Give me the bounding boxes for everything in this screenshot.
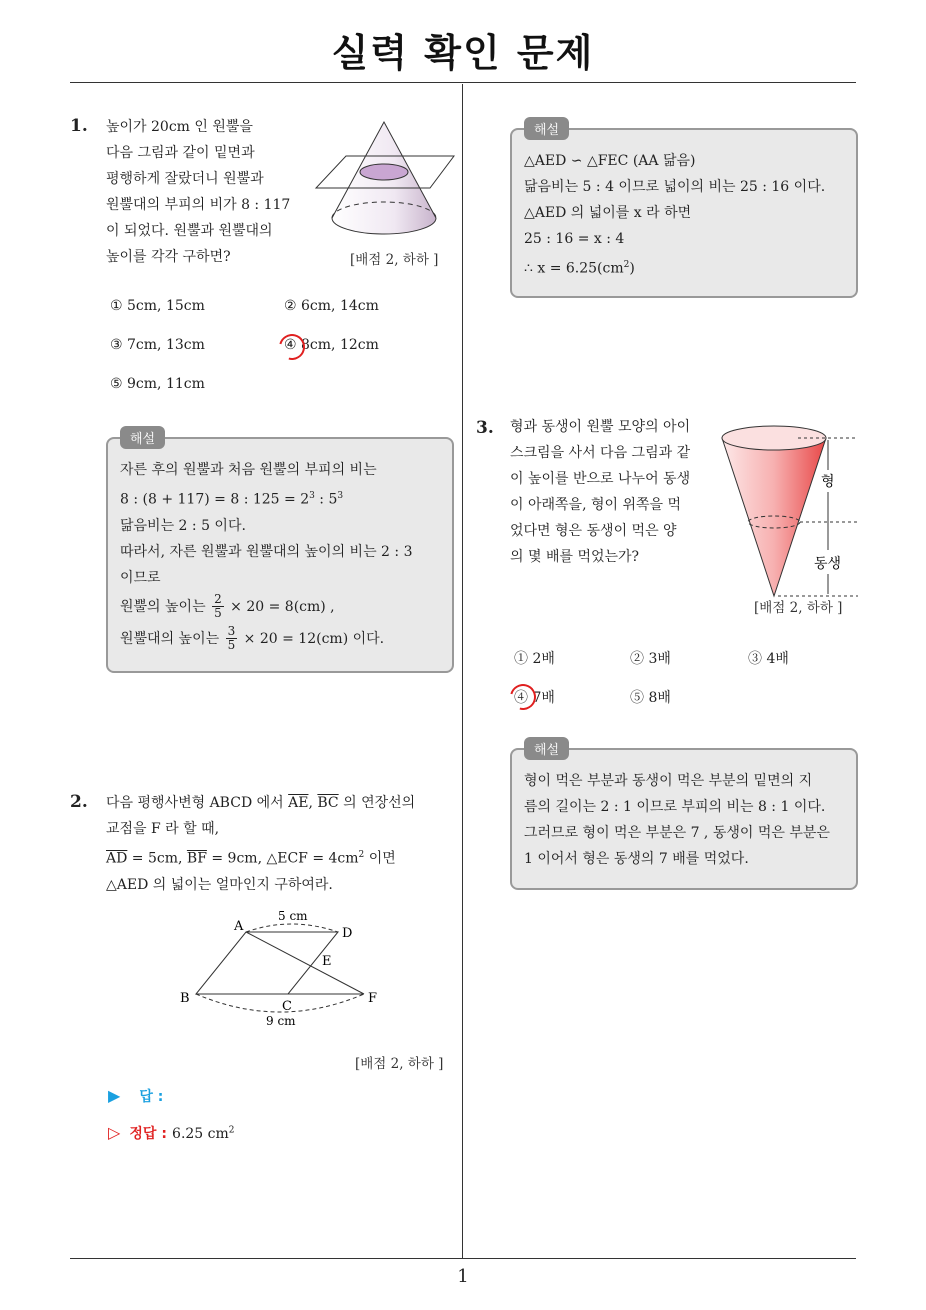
- q1-option-mark: ①: [110, 298, 123, 314]
- q1-option-3[interactable]: [110, 337, 205, 353]
- fraction: $\frac{2}{5}$: [214, 592, 222, 621]
- q3-text: [510, 414, 710, 570]
- q3-option-mark: ⑤: [630, 690, 644, 706]
- q1-line: 다음 그림과 같이 밑면과: [106, 145, 255, 161]
- sol-line: △AED ∽ △FEC (AA 닮음): [524, 153, 696, 169]
- q3-line: 었다면 형은 동생이 먹은 양: [510, 523, 677, 539]
- sol-line: 그러므로 형이 먹은 부분은 7 , 동생이 먹은 부분은: [524, 825, 830, 841]
- fig-label-b: B: [180, 991, 190, 1006]
- top-rule: [70, 82, 856, 83]
- sol-line: 름의 길이는 2 : 1 이므로 부피의 비는 8 : 1 이다.: [524, 799, 826, 815]
- q2-solution-box: [510, 123, 858, 298]
- q1-line: 원뿔대의 부피의 비가 8 : 117: [106, 197, 291, 213]
- q3-line: 의 몇 배를 먹었는가?: [510, 549, 640, 565]
- q2-answer-row: [108, 1086, 163, 1106]
- q1-cone-figure: [310, 118, 456, 250]
- q2-solution-body: [524, 148, 854, 282]
- q3-option-text: 2배: [532, 651, 555, 667]
- fig-label-younger: 동생: [814, 556, 842, 572]
- q2-number: 2.: [70, 792, 88, 812]
- q1-option-mark: ④: [284, 337, 297, 353]
- q3-option-1[interactable]: [514, 648, 555, 668]
- bottom-rule: [70, 1258, 856, 1259]
- q3-option-2[interactable]: [630, 648, 671, 668]
- q3-option-5[interactable]: [630, 687, 671, 707]
- q1-option-1[interactable]: [110, 298, 205, 314]
- sol-line: ∴ $x = 6.25(cm^2)$: [524, 260, 635, 277]
- sol-line: 형이 먹은 부분과 동생이 먹은 부분의 밑면의 지: [524, 773, 813, 789]
- q3-option-3[interactable]: [748, 648, 789, 668]
- q2-correct-label: 정답 :: [129, 1126, 167, 1142]
- q1-option-2[interactable]: [284, 298, 379, 314]
- q1-option-5[interactable]: [110, 376, 205, 392]
- q3-line: 스크림을 사서 다음 그림과 같: [510, 445, 691, 461]
- q3-option-text: 7배: [532, 690, 555, 706]
- q3-line: 이 아래쪽을, 형이 위쪽을 먹: [510, 497, 682, 513]
- q1-line: 높이가 20cm 인 원뿔을: [106, 119, 253, 135]
- q1-option-text: 6cm, 14cm: [301, 298, 379, 314]
- q2-correct-row: [108, 1123, 235, 1143]
- q1-score-tag: [배점 2, 하하 ]: [350, 252, 439, 268]
- q3-answer-circle-mark: [505, 679, 541, 715]
- page-title: 실력 확인 문제: [331, 31, 595, 75]
- sol-line: 닮음비는 5 : 4 이므로 넓이의 비는 25 : 16 이다.: [524, 179, 826, 195]
- fig-label-bottom-length: 9 cm: [266, 1014, 296, 1028]
- column-divider: [462, 84, 463, 1259]
- fig-label-c: C: [282, 999, 292, 1014]
- q1-option-text: 9cm, 11cm: [127, 376, 205, 392]
- q3-option-text: 3배: [648, 651, 671, 667]
- sol-line: 8 : (8 + 117) = 8 : $125 = 2^3$ : $5^3$: [120, 491, 344, 508]
- q1-answer-circle-mark: [274, 329, 310, 365]
- q2-solution-label: 해설: [524, 117, 569, 140]
- q2-score-tag: [배점 2, 하하 ]: [355, 1056, 444, 1072]
- q1-option-mark: ⑤: [110, 376, 123, 392]
- q1-number: 1.: [70, 116, 88, 136]
- sol-line: 자른 후의 원뿔과 처음 원뿔의 부피의 비는: [120, 462, 377, 478]
- answer-arrow-icon: ▶: [108, 1086, 121, 1105]
- sol-line: 1 이어서 형은 동생의 7 배를 먹었다.: [524, 851, 749, 867]
- fig-label-e: E: [322, 954, 332, 969]
- q3-option-mark: ①: [514, 651, 528, 667]
- q3-option-mark: ④: [514, 690, 528, 706]
- q2-text: 다음 평행사변형 ABCD 에서 $\overline{AE}$, $\overline{BC}$ 의 연장선의 교점을 F 라 할 때, $\overline{AD} = 5cm$, $\overline{BF} = 9cm$, △ECF = $4cm^2$ 이면 △AED 의 넓이는 얼마인지 구하여라.: [106, 795, 416, 893]
- fig-label-a: A: [234, 919, 244, 934]
- q1-option-mark: ③: [110, 337, 123, 353]
- fig-label-f: F: [368, 991, 378, 1006]
- q1-text: [106, 114, 326, 270]
- q3-option-text: 4배: [766, 651, 789, 667]
- q3-option-mark: ②: [630, 651, 644, 667]
- q2-parallelogram-figure: [176, 906, 386, 1030]
- sol-line: 닮음비는 2 : 5 이다.: [120, 517, 246, 534]
- q1-option-mark: ②: [284, 298, 297, 314]
- q1-option-text: 8cm, 12cm: [301, 337, 379, 353]
- q1-line: 평행하게 잘랐더니 원뿔과: [106, 171, 264, 187]
- q3-option-mark: ③: [748, 651, 762, 667]
- fraction: $\frac{3}{5}$: [227, 624, 236, 653]
- fig-label-d: D: [342, 926, 353, 941]
- q1-solution-body: [120, 457, 450, 655]
- q1-solution-label: 해설: [120, 426, 165, 449]
- q3-line: 형과 동생이 원뿔 모양의 아이: [510, 419, 691, 435]
- q1-option-text: 5cm, 15cm: [127, 298, 205, 314]
- q2-answer-label: 답 :: [139, 1089, 164, 1105]
- q3-line: 이 높이를 반으로 나누어 동생: [510, 471, 691, 487]
- sol-line: △AED 의 넓이를 x 라 하면: [524, 205, 692, 221]
- fig-label-older: 형: [821, 474, 835, 490]
- sol-line: 원뿔의 높이는 $\frac{2}{5}$ × 20 = 8(cm) ,: [120, 592, 335, 621]
- q3-solution-body: [524, 768, 856, 872]
- q1-option-text: 7cm, 13cm: [127, 337, 205, 353]
- q3-number: 3.: [476, 418, 494, 438]
- page-number: 1: [457, 1266, 469, 1287]
- q3-solution-label: 해설: [524, 737, 569, 760]
- correct-arrow-icon: ▷: [108, 1123, 121, 1142]
- sol-line: 따라서, 자른 원뿔과 원뿔대의 높이의 비는 2 : 3: [120, 543, 413, 560]
- q3-score-tag: [배점 2, 하하 ]: [754, 600, 843, 616]
- sol-line: 25 : 16 = x : 4: [524, 231, 625, 247]
- q3-option-text: 8배: [648, 690, 671, 706]
- q1-line: 이 되었다. 원뿔과 원뿔대의: [106, 223, 273, 239]
- sol-line: 이므로: [120, 569, 161, 586]
- fig-label-top-length: 5 cm: [278, 909, 308, 923]
- q1-line: 높이를 각각 구하면?: [106, 249, 231, 265]
- sol-line: 원뿔대의 높이는 $\frac{3}{5}$ × 20 = 12(cm) 이다.: [120, 624, 385, 653]
- q1-solution-box: [106, 432, 454, 673]
- q3-solution-box: [510, 743, 858, 890]
- q3-icecream-cone-figure: [712, 420, 862, 600]
- q2-correct-value: 6.25 $cm^2$: [172, 1125, 235, 1142]
